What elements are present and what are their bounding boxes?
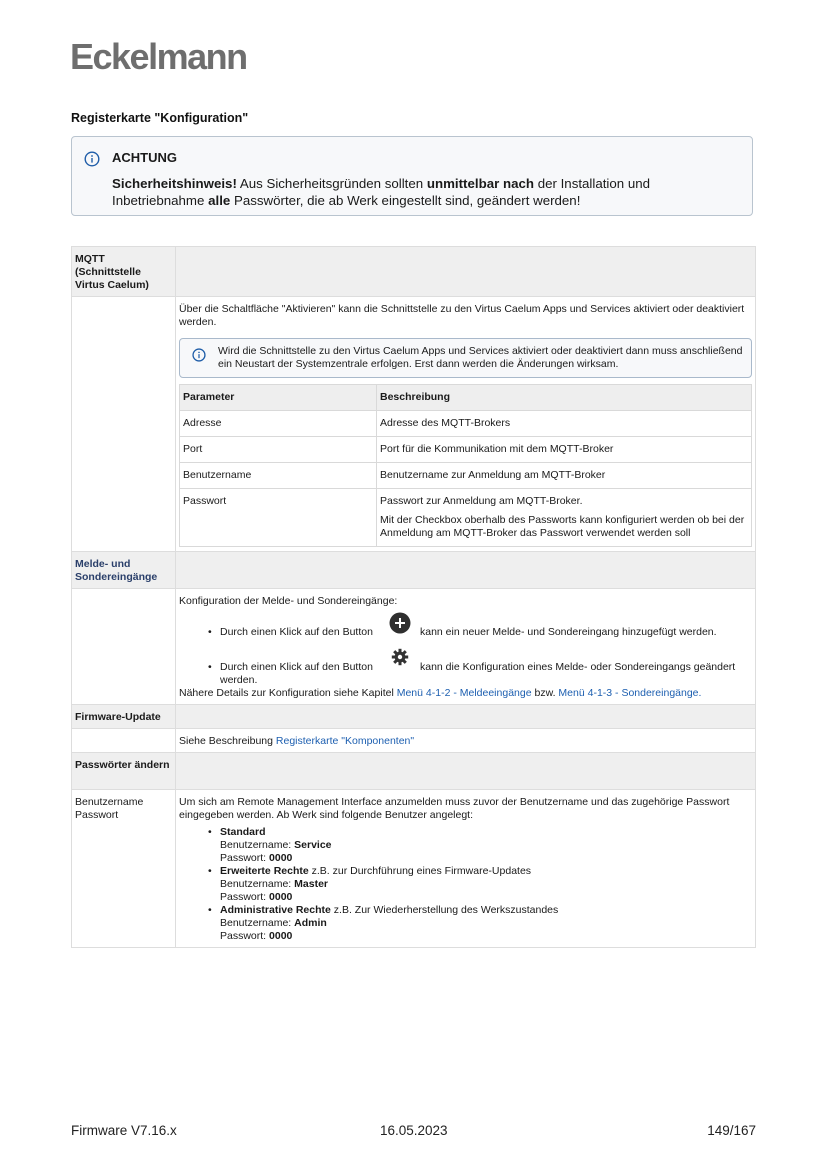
add-circle-icon[interactable] bbox=[389, 612, 411, 638]
user-role-note: z.B. zur Durchführung eines Firmware-Updates bbox=[308, 865, 532, 877]
table-row bbox=[180, 463, 752, 489]
row-label-benutzername: Benutzername bbox=[75, 796, 144, 808]
user-role: Administrative Rechte bbox=[220, 904, 331, 916]
password-label: Passwort: bbox=[220, 930, 270, 942]
passwords-intro: Um sich am Remote Management Interface anzumelden muss zuvor der Benutzername und das zugehörige Passwort eingegeben werden. Ab Werk sind folgende Benutzer angelegt: bbox=[179, 796, 730, 821]
notice-title: ACHTUNG bbox=[112, 150, 177, 165]
notice-bold-2: alle bbox=[208, 193, 231, 208]
mqtt-parameter-table bbox=[179, 384, 752, 547]
username-value: Master bbox=[294, 878, 328, 890]
passwords-label: Passwörter ändern bbox=[72, 753, 176, 790]
param-description: Port für die Kommunikation mit dem MQTT-Broker bbox=[377, 437, 752, 463]
table-row bbox=[180, 437, 752, 463]
username-label: Benutzername: bbox=[220, 878, 295, 890]
page-title: Registerkarte "Konfiguration" bbox=[71, 111, 249, 125]
username-label: Benutzername: bbox=[220, 839, 295, 851]
param-name: Benutzername bbox=[180, 463, 377, 489]
notice-text-1: Aus Sicherheitsgründen sollten bbox=[236, 176, 427, 191]
eckelmann-logo: Eckelmann bbox=[70, 36, 247, 77]
mqtt-note-text: Wird die Schnittstelle zu den Virtus Caelum Apps und Services aktiviert oder deaktiviert dann muss anschließend ein Neustart der Systemzentrale erfolgen. Erst dann werden die Änderungen wirksam. bbox=[218, 345, 743, 370]
row-label-passwort: Passwort bbox=[75, 809, 119, 821]
security-notice bbox=[71, 136, 753, 216]
bullet-text-after: kann die Konfiguration eines Melde- oder Sondereingangs geändert bbox=[420, 661, 736, 673]
param-name: Passwort bbox=[180, 489, 377, 547]
password-value: 0000 bbox=[269, 930, 293, 942]
info-circle-icon bbox=[192, 348, 206, 366]
melde-label: Melde- und Sondereingänge bbox=[72, 552, 176, 589]
passwords-section-header bbox=[72, 753, 756, 790]
password-label: Passwort: bbox=[220, 891, 270, 903]
link-sondereingaenge[interactable]: Menü 4-1-3 - Sondereingänge. bbox=[558, 687, 702, 699]
param-description: Adresse des MQTT-Brokers bbox=[377, 411, 752, 437]
footer-page-number: 149/167 bbox=[707, 1123, 756, 1138]
table-row bbox=[180, 489, 752, 547]
bullet-text: Durch einen Klick auf den Button bbox=[220, 661, 373, 673]
firmware-text: Siehe Beschreibung bbox=[179, 735, 276, 747]
link-meldeeingaenge[interactable]: Menü 4-1-2 - Meldeeingänge bbox=[396, 687, 532, 699]
firmware-label: Firmware-Update bbox=[72, 705, 176, 729]
melde-intro: Konfiguration der Melde- und Sondereingänge: bbox=[179, 595, 398, 607]
table-row bbox=[180, 411, 752, 437]
info-circle-icon bbox=[84, 151, 100, 172]
param-description: Passwort zur Anmeldung am MQTT-Broker. bbox=[380, 495, 583, 507]
footer-version: Firmware V7.16.x bbox=[71, 1123, 177, 1138]
firmware-section-body bbox=[72, 729, 756, 753]
parameter-table-header bbox=[180, 385, 752, 411]
username-value: Admin bbox=[294, 917, 327, 929]
user-role-note: z.B. Zur Wiederherstellung des Werkszustandes bbox=[330, 904, 559, 916]
username-value: Service bbox=[294, 839, 332, 851]
param-description: Benutzername zur Anmeldung am MQTT-Broker bbox=[377, 463, 752, 489]
password-label: Passwort: bbox=[220, 852, 270, 864]
bullet-text-after: kann ein neuer Melde- und Sondereingang hinzugefügt werden. bbox=[420, 626, 717, 638]
list-item: • Standard Benutzername: Service Passwort: 0000 bbox=[208, 826, 332, 864]
user-role: Standard bbox=[220, 826, 266, 838]
notice-lead: Sicherheitshinweis! bbox=[112, 176, 237, 191]
column-header-description: Beschreibung bbox=[377, 385, 752, 411]
gear-icon[interactable] bbox=[391, 648, 409, 670]
mqtt-note bbox=[179, 338, 752, 378]
footer-date: 16.05.2023 bbox=[380, 1123, 448, 1138]
details-text-mid: bzw. bbox=[531, 687, 559, 699]
list-item: • Erweiterte Rechte z.B. zur Durchführung eines Firmware-Updates Benutzername: Master Passwort: 0000 bbox=[208, 865, 532, 903]
param-description-extra: Mit der Checkbox oberhalb des Passworts kann konfiguriert werden ob bei der Anmeldung am MQTT-Broker das Passwort verwendet werden soll bbox=[380, 514, 745, 539]
list-item: • Durch einen Klick auf den Button kann ein neuer Melde- und Sondereingang hinzugefügt werden. bbox=[179, 612, 752, 643]
list-item: • Durch einen Klick auf den Button kann die Konfiguration eines Melde- oder Sondereingangs geändert werden. bbox=[179, 647, 752, 687]
details-text: Nähere Details zur Konfiguration siehe Kapitel bbox=[179, 687, 397, 699]
username-label: Benutzername: bbox=[220, 917, 295, 929]
notice-text bbox=[112, 175, 732, 209]
melde-section-body bbox=[72, 589, 756, 705]
bullet-text-continued: werden. bbox=[220, 674, 258, 686]
melde-details bbox=[179, 687, 752, 700]
mqtt-section-body bbox=[72, 297, 756, 552]
param-name: Adresse bbox=[180, 411, 377, 437]
link-registerkarte-komponenten[interactable]: Registerkarte "Komponenten" bbox=[275, 735, 415, 747]
default-users-list bbox=[179, 826, 752, 943]
configuration-table bbox=[71, 246, 756, 948]
mqtt-intro: Über die Schaltfläche "Aktivieren" kann die Schnittstelle zu den Virtus Caelum Apps und Services aktiviert oder deaktiviert werden. bbox=[179, 303, 745, 328]
password-value: 0000 bbox=[269, 852, 293, 864]
melde-section-header bbox=[72, 552, 756, 589]
notice-text-2: der Installation und Inbetriebnahme bbox=[112, 176, 651, 208]
list-item: • Administrative Rechte z.B. Zur Wiederherstellung des Werkszustandes Benutzername: Admin Passwort: 0000 bbox=[208, 904, 559, 942]
passwords-section-body bbox=[72, 790, 756, 948]
mqtt-label: MQTT (Schnittstelle Virtus Caelum) bbox=[72, 247, 176, 297]
notice-text-3: Passwörter, die ab Werk eingestellt sind, geändert werden! bbox=[230, 193, 581, 208]
mqtt-section-header bbox=[72, 247, 756, 297]
melde-button-list bbox=[179, 612, 752, 687]
user-role: Erweiterte Rechte bbox=[220, 865, 309, 877]
password-value: 0000 bbox=[269, 891, 293, 903]
bullet-text: Durch einen Klick auf den Button bbox=[220, 626, 373, 638]
column-header-parameter: Parameter bbox=[180, 385, 377, 411]
notice-bold-1: unmittelbar nach bbox=[426, 176, 534, 191]
param-name: Port bbox=[180, 437, 377, 463]
firmware-section-header bbox=[72, 705, 756, 729]
